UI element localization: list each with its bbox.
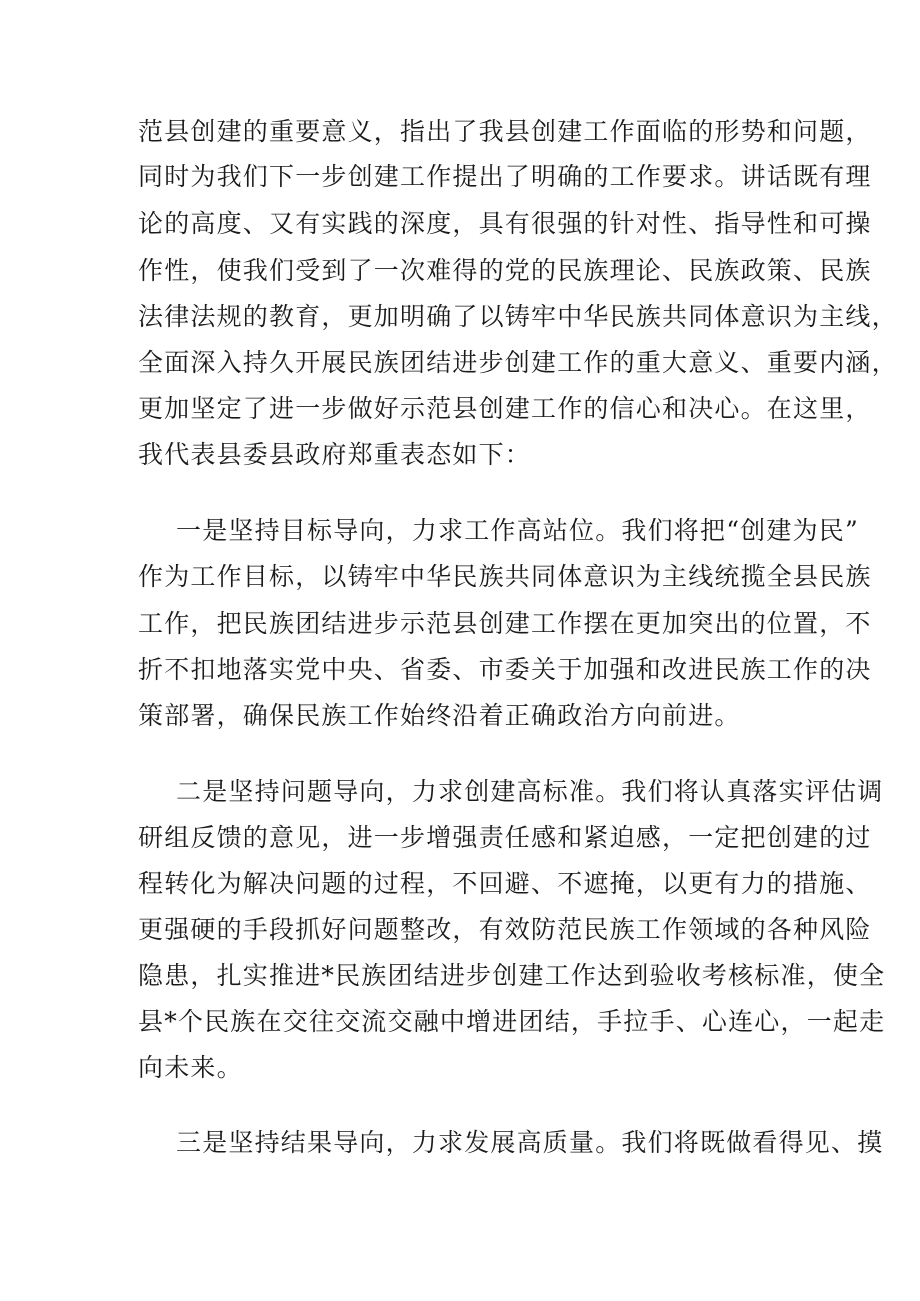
paragraph-4-line-1: 三是坚持结果导向，力求发展高质量。我们将既做看得见、摸 (176, 1128, 884, 1157)
paragraph-2-line-4: 折不扣地落实党中央、省委、市委关于加强和改进民族工作的决 (138, 655, 872, 684)
paragraph-1-line-7: 更加坚定了进一步做好示范县创建工作的信心和决心。在这里， (138, 394, 872, 423)
paragraph-1-line-3: 论的高度、又有实践的深度，具有很强的针对性、指导性和可操 (138, 209, 872, 238)
paragraph-1-line-5: 法律法规的教育，更加明确了以铸牢中华民族共同体意识为主线， (138, 302, 898, 331)
paragraph-2-line-1: 一是坚持目标导向，力求工作高站位。我们将把“创建为民” (176, 516, 859, 545)
paragraph-1-line-1: 范县创建的重要意义，指出了我县创建工作面临的形势和问题， (138, 117, 872, 146)
paragraph-1-line-4: 作性，使我们受到了一次难得的党的民族理论、民族政策、民族 (138, 256, 872, 285)
paragraph-3-line-7: 向未来。 (138, 1053, 243, 1082)
paragraph-2-line-5: 策部署，确保民族工作始终沿着正确政治方向前进。 (138, 701, 741, 730)
paragraph-3-line-2: 研组反馈的意见，进一步增强责任感和紧迫感，一定把创建的过 (138, 823, 872, 852)
paragraph-1-line-6: 全面深入持久开展民族团结进步创建工作的重大意义、重要内涵， (138, 348, 898, 377)
paragraph-1-line-2: 同时为我们下一步创建工作提出了明确的工作要求。讲话既有理 (138, 162, 872, 191)
paragraph-3-line-6: 县*个民族在交往交流交融中增进团结，手拉手、心连心，一起走 (138, 1007, 886, 1036)
paragraph-2-line-3: 工作，把民族团结进步示范县创建工作摆在更加突出的位置，不 (138, 609, 872, 638)
paragraph-3-line-4: 更强硬的手段抓好问题整改，有效防范民族工作领域的各种风险 (138, 915, 872, 944)
paragraph-3-line-1: 二是坚持问题导向，力求创建高标准。我们将认真落实评估调 (176, 777, 884, 806)
paragraph-3-line-3: 程转化为解决问题的过程，不回避、不遮掩，以更有力的措施、 (138, 869, 872, 898)
paragraph-1-line-8: 我代表县委县政府郑重表态如下： (138, 440, 532, 469)
paragraph-3-line-5: 隐患，扎实推进*民族团结进步创建工作达到验收考核标准，使全 (138, 961, 886, 990)
paragraph-2-line-2: 作为工作目标，以铸牢中华民族共同体意识为主线统揽全县民族 (138, 562, 872, 591)
